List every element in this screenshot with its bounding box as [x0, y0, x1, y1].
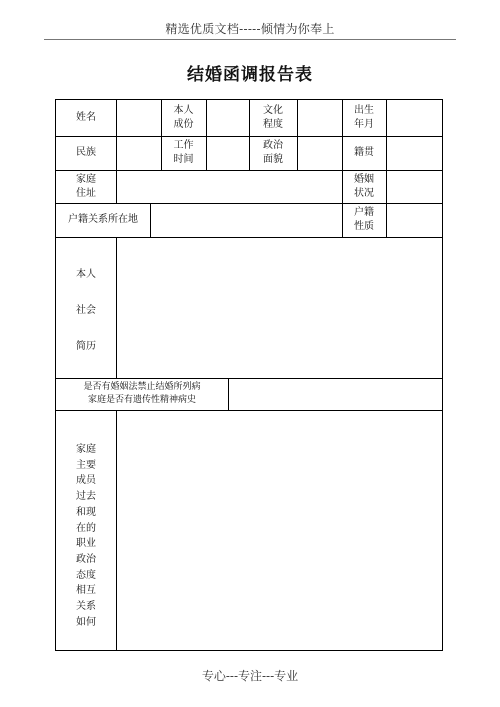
birth-label: 出生 年月 [354, 105, 374, 130]
native-place-field[interactable] [386, 136, 442, 170]
header-divider [44, 39, 456, 40]
resume-label: 本人 社会 简历 [76, 269, 96, 352]
political-status-field[interactable] [297, 136, 342, 170]
marital-status-label: 婚姻 状况 [354, 173, 374, 199]
form-title: 结婚函调报告表 [187, 65, 313, 85]
hukou-location-field[interactable] [150, 203, 342, 237]
family-members-label: 家庭 主要 成员 过去 和现 在的 职业 政治 态度 相互 关系 如何 [76, 444, 96, 628]
ethnicity-label: 民族 [76, 147, 96, 158]
hukou-location-label: 户籍关系所在地 [68, 214, 138, 225]
self-status-label: 本人 成份 [173, 105, 194, 130]
name-label: 姓名 [76, 112, 96, 123]
hukou-type-field[interactable] [386, 203, 442, 237]
name-field[interactable] [116, 100, 161, 136]
report-form-table [55, 99, 443, 651]
native-place-label: 籍贯 [354, 147, 374, 158]
disease-history-field[interactable] [228, 378, 442, 410]
education-label: 文化 程度 [263, 105, 283, 130]
home-address-field[interactable] [116, 170, 342, 203]
page-footer: 专心---专注---专业 [201, 669, 299, 683]
home-address-label: 家庭 住址 [76, 173, 96, 199]
work-time-label: 工作 时间 [173, 140, 194, 165]
birth-field[interactable] [386, 100, 442, 136]
page-header: 精选优质文档-----倾情为你奉上 [165, 22, 335, 36]
disease-history-label: 是否有婚姻法禁止结婚所列病 家庭是否有遗传性精神病史 [83, 382, 201, 405]
work-time-field[interactable] [206, 136, 249, 170]
political-status-label: 政治 面貌 [263, 140, 283, 165]
resume-field[interactable] [116, 237, 442, 378]
education-field[interactable] [297, 100, 342, 136]
ethnicity-field[interactable] [116, 136, 161, 170]
marital-status-field[interactable] [386, 170, 442, 203]
hukou-type-label: 户籍 性质 [354, 207, 374, 232]
family-members-field[interactable] [116, 410, 442, 650]
self-status-field[interactable] [206, 100, 249, 136]
